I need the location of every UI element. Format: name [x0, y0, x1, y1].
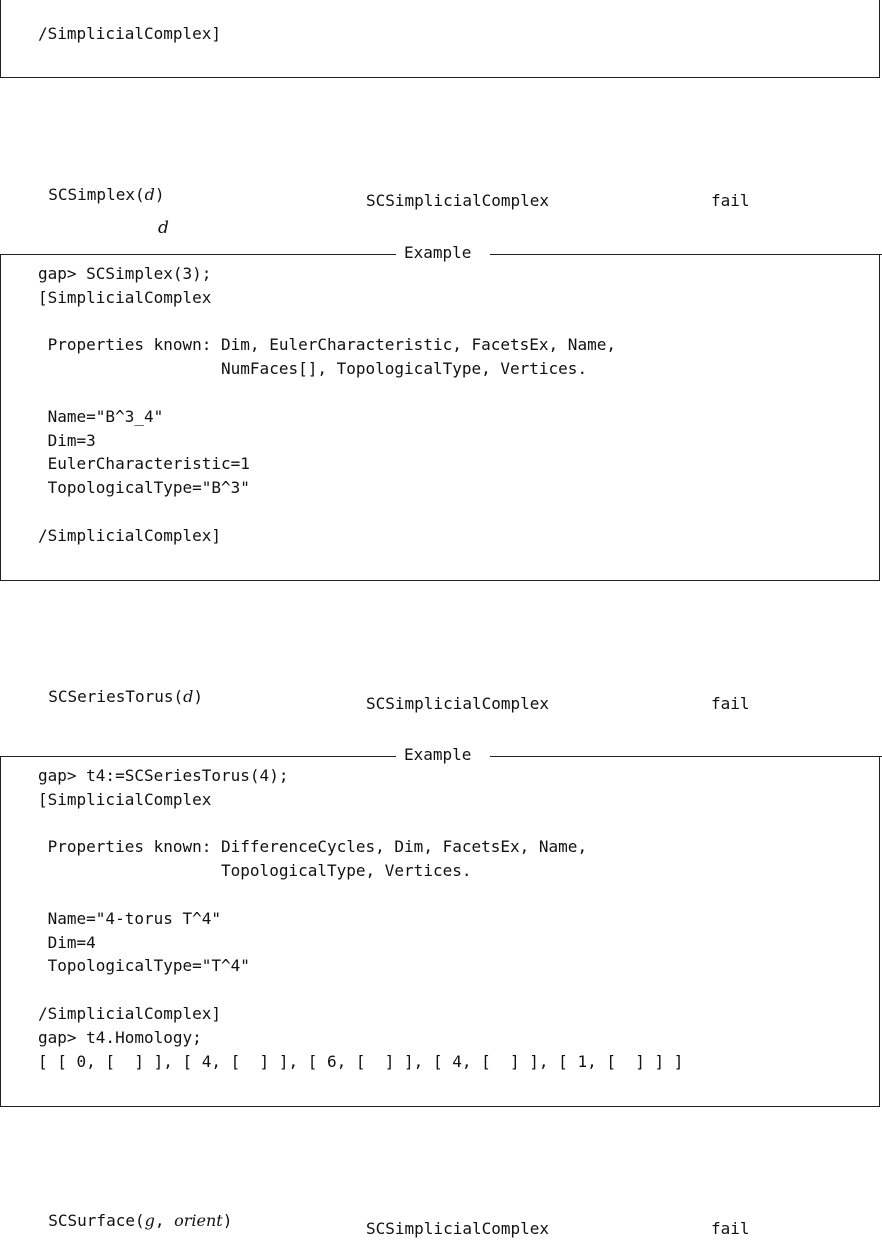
section3-returns-fail: fail [711, 1219, 750, 1238]
section2-example-label: Example [404, 745, 472, 764]
section1-code-line: EulerCharacteristic=1 [38, 454, 250, 474]
section3-arg1: g [144, 1211, 155, 1230]
section1-code-line: Properties known: Dim, EulerCharacteristic, FacetsEx, Name, [38, 335, 616, 355]
section1-code-line: NumFaces[], TopologicalType, Vertices. [38, 359, 588, 379]
section1-arg: d [144, 185, 155, 204]
section3-close: ) [222, 1211, 233, 1230]
section2-code-line: TopologicalType="T^4" [38, 956, 250, 976]
section3-func: SCSurface( [48, 1211, 145, 1230]
section2-code-line: /SimplicialComplex] [38, 1004, 222, 1023]
section1-code-line: Name="B^3_4" [38, 406, 164, 426]
section1-close: ) [154, 185, 165, 204]
section3-returns-type: SCSimplicialComplex [366, 1219, 550, 1238]
section1-code-line: /SimplicialComplex] [38, 525, 222, 545]
section1-returns-type: SCSimplicialComplex [366, 191, 550, 210]
section1-param-d: d [158, 218, 169, 238]
section3-arg2: orient [174, 1211, 223, 1230]
section2-code-line: gap> t4.Homology; [38, 1027, 202, 1047]
section1-example-label: Example [404, 243, 472, 262]
section1-signature [29, 165, 164, 205]
section2-code-line: Properties known: DifferenceCycles, Dim, FacetsEx, Name, [38, 837, 588, 857]
section1-code-line: [SimplicialComplex [38, 287, 212, 307]
section2-arg: d [183, 687, 194, 706]
section1-func: SCSimplex( [48, 185, 145, 204]
section2-code-line: Name="4-torus T^4" [38, 908, 222, 928]
section2-code-line: [ [ 0, [ ] ], [ 4, [ ] ], [ 6, [ ] ], [ 4, [ ] ], [ 1, [ ] ] ] [38, 1051, 684, 1071]
section1-code-line: Dim=3 [38, 430, 96, 450]
section2-code-line: [SimplicialComplex [38, 789, 212, 809]
section2-returns-type: SCSimplicialComplex [366, 694, 550, 713]
section3-sep: , [154, 1211, 175, 1230]
section1-code-line: TopologicalType="B^3" [38, 478, 250, 498]
section1-code-line: gap> SCSimplex(3); [38, 264, 212, 283]
section2-close: ) [193, 687, 204, 706]
section2-signature [29, 667, 203, 707]
section2-code-line: Dim=4 [38, 932, 96, 952]
section2-code-line: TopologicalType, Vertices. [38, 861, 472, 881]
section2-code-line: gap> t4:=SCSeriesTorus(4); [38, 766, 289, 785]
section1-returns-fail: fail [711, 191, 750, 210]
section2-returns-fail: fail [711, 694, 750, 713]
section2-func: SCSeriesTorus( [48, 687, 184, 706]
section3-signature [29, 1191, 232, 1231]
top-code-line: /SimplicialComplex] [38, 24, 222, 43]
